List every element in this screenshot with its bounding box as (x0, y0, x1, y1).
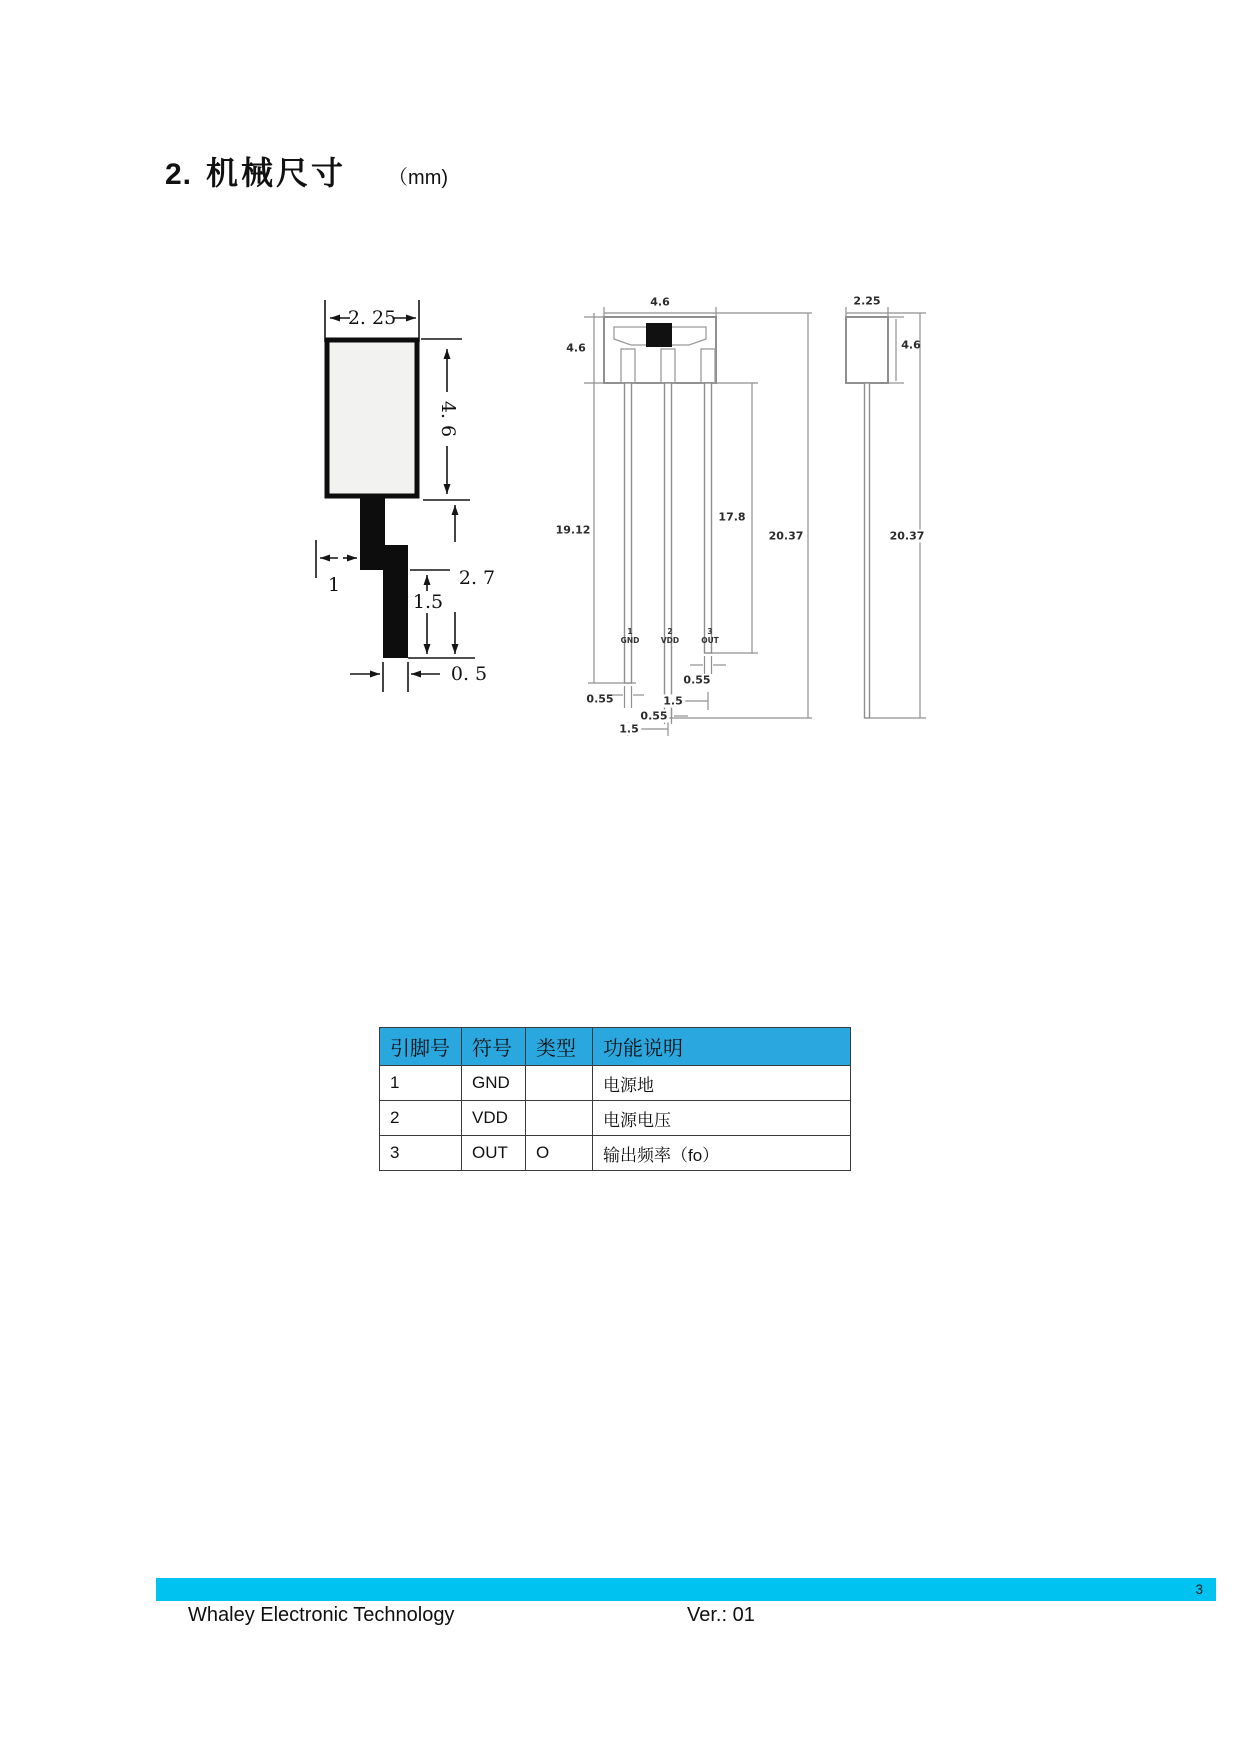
pin-2-name: VDD (660, 636, 680, 645)
dim-pin2-width: 0.55 (640, 709, 668, 723)
dim-pin3-width: 0.55 (683, 673, 711, 687)
side-view-drawing (830, 260, 960, 750)
dim-lead-thickness: 0. 5 (450, 663, 488, 685)
component-package-side (846, 317, 888, 383)
dim-body-height: 4. 6 (437, 400, 459, 438)
pin-2-label (661, 627, 679, 645)
component-body-side (327, 340, 417, 496)
cell-symbol: GND (462, 1066, 526, 1101)
cell-description: 电源电压 (593, 1101, 851, 1136)
pin-1-label (621, 627, 640, 645)
cell-pin-number: 2 (380, 1101, 462, 1136)
cell-description: 输出频率（fo） (593, 1136, 851, 1171)
pin-3-label (701, 627, 719, 645)
pin-3-out (705, 383, 712, 653)
header-symbol: 符号 (462, 1028, 526, 1066)
cell-description: 电源地 (593, 1066, 851, 1101)
cell-pin-number: 3 (380, 1136, 462, 1171)
dim-lead-length: 2. 7 (458, 567, 496, 589)
cell-pin-number: 1 (380, 1066, 462, 1101)
dim-pitch-12: 1.5 (619, 722, 639, 736)
cell-type (526, 1066, 593, 1101)
dim-body-width: 2. 25 (347, 307, 397, 329)
pin-3-number: 3 (707, 627, 713, 636)
dim-side-total-length: 20.37 (889, 529, 925, 543)
dim-pin1-length: 19.12 (555, 523, 591, 537)
dim-total-length: 20.37 (768, 529, 804, 543)
pin-2-vdd (665, 383, 672, 718)
figure-front-view (540, 260, 830, 750)
component-lead-thin (865, 383, 870, 718)
dim-lead-lower: 1.5 (412, 591, 444, 613)
footer-company: Whaley Electronic Technology (188, 1604, 455, 1626)
dim-pin3-length: 17.8 (718, 510, 746, 524)
cell-symbol: OUT (462, 1136, 526, 1171)
header-type: 类型 (526, 1028, 593, 1066)
sensor-chip (646, 323, 672, 347)
pin-1-name: GND (620, 636, 640, 645)
section-unit: （mm) (388, 167, 449, 189)
dim-pitch-23: 1.5 (663, 694, 683, 708)
cell-type: O (526, 1136, 593, 1171)
dim-lead-offset: 1 (327, 574, 341, 596)
table-row (380, 1101, 851, 1136)
figure-side-view (830, 260, 960, 750)
component-pins (625, 383, 712, 718)
footer-version: Ver.: 01 (687, 1604, 755, 1626)
dim-side-width: 2.25 (853, 294, 881, 308)
section-heading (165, 148, 448, 194)
header-description: 功能说明 (593, 1028, 851, 1066)
pin-function-table (379, 1027, 851, 1171)
dim-pin1-width: 0.55 (586, 692, 614, 706)
table-header-row (380, 1028, 851, 1066)
footer-text-line (188, 1604, 1216, 1630)
dim-front-width: 4.6 (650, 295, 670, 309)
component-lead-side (360, 498, 408, 658)
header-pin-number: 引脚号 (380, 1028, 462, 1066)
cell-symbol: VDD (462, 1101, 526, 1136)
dim-front-height: 4.6 (566, 341, 586, 355)
figure-side-detail (270, 260, 510, 740)
page-number: 3 (1195, 1582, 1203, 1597)
pin-3-name: OUT (701, 636, 719, 645)
pin-1-number: 1 (627, 627, 633, 636)
section-number: 2. (165, 158, 193, 191)
table-row (380, 1066, 851, 1101)
section-title: 机械尺寸 (206, 155, 347, 191)
table-row (380, 1136, 851, 1171)
pin-2-number: 2 (667, 627, 673, 636)
dim-side-height: 4.6 (901, 338, 921, 352)
footer-accent-bar (156, 1578, 1216, 1601)
cell-type (526, 1101, 593, 1136)
